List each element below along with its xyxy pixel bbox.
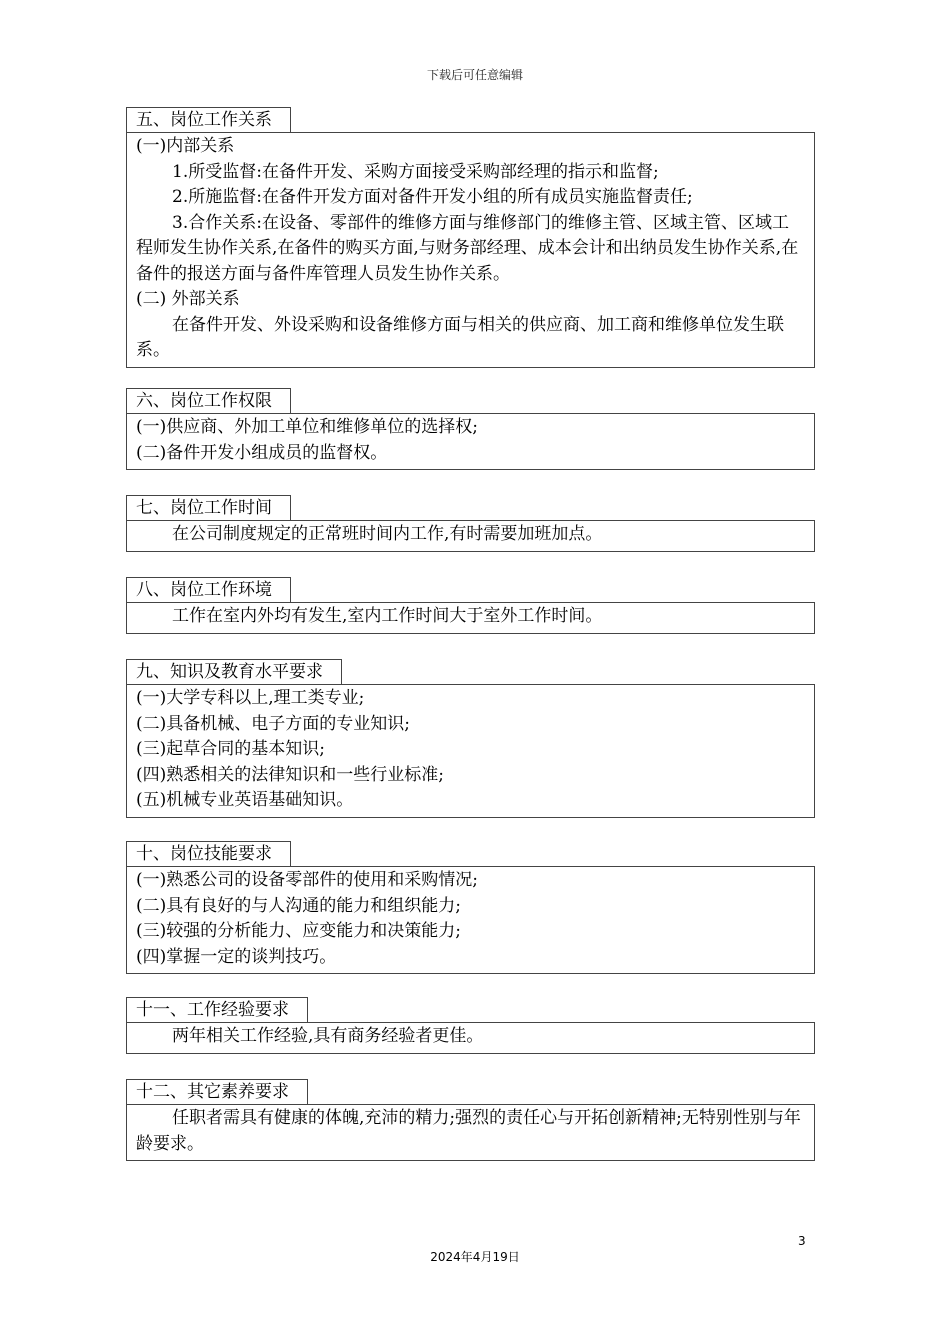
section-body	[126, 602, 815, 634]
section-body	[126, 132, 815, 368]
text-line: (一)大学专科以上,理工类专业;	[136, 688, 365, 708]
text-line: 在备件开发、外设采购和设备维修方面与相关的供应商、加工商和维修单位发生联系。	[136, 314, 784, 360]
footer-date: 2024年4月19日	[430, 1250, 520, 1264]
text-line: (二) 外部关系	[136, 289, 240, 309]
text-line: (三)起草合同的基本知识;	[136, 739, 325, 759]
text-line: (一)熟悉公司的设备零部件的使用和采购情况;	[136, 870, 478, 890]
section-body	[126, 866, 815, 974]
text-line: (一)供应商、外加工单位和维修单位的选择权;	[136, 417, 478, 437]
section-body	[126, 684, 815, 818]
section-title: 八、岗位工作环境	[126, 577, 291, 602]
section-body	[126, 413, 815, 470]
section-experience-requirements	[126, 997, 815, 1054]
text-line: (四)熟悉相关的法律知识和一些行业标准;	[136, 764, 444, 785]
header-note: 下载后可任意编辑	[426, 68, 523, 82]
text-line: (二)具有良好的与人沟通的能力和组织能力;	[136, 895, 461, 916]
section-body	[126, 1022, 815, 1054]
section-title: 十、岗位技能要求	[126, 841, 291, 866]
text-line: (二)具备机械、电子方面的专业知识;	[136, 713, 410, 734]
page-number: 3	[798, 1234, 806, 1248]
text-line: (三)较强的分析能力、应变能力和决策能力;	[136, 921, 461, 941]
section-title: 七、岗位工作时间	[126, 495, 291, 520]
text-line: 工作在室内外均有发生,室内工作时间大于室外工作时间。	[172, 606, 603, 626]
section-title: 十一、工作经验要求	[126, 997, 308, 1022]
section-title: 五、岗位工作关系	[126, 107, 291, 132]
section-body	[126, 520, 815, 552]
text-line: 在公司制度规定的正常班时间内工作,有时需要加班加点。	[172, 524, 603, 544]
text-line: 1.所受监督:在备件开发、采购方面接受采购部经理的指示和监督;	[172, 161, 659, 182]
section-title: 六、岗位工作权限	[126, 388, 291, 413]
section-title: 十二、其它素养要求	[126, 1079, 308, 1104]
text-line: 2.所施监督:在备件开发方面对备件开发小组的所有成员实施监督责任;	[172, 187, 693, 207]
section-title: 九、知识及教育水平要求	[126, 659, 342, 684]
section-work-authority	[126, 388, 815, 470]
section-skill-requirements	[126, 841, 815, 974]
text-line: (一)内部关系	[136, 136, 235, 156]
section-work-relations	[126, 107, 815, 368]
text-line: 两年相关工作经验,具有商务经验者更佳。	[172, 1026, 484, 1046]
text-line: 任职者需具有健康的体魄,充沛的精力;强烈的责任心与开拓创新精神;无特别性别与年龄要求。	[136, 1108, 801, 1154]
text-line: (五)机械专业英语基础知识。	[136, 790, 354, 810]
text-line: 3.合作关系:在设备、零部件的维修方面与维修部门的维修主管、区域主管、区域工程师发生协作关系,在备件的购买方面,与财务部经理、成本会计和出纳员发生协作关系,在备件的报送方面与备件库管理人员发生协作关系。	[136, 212, 799, 284]
section-body	[126, 1104, 815, 1161]
text-line: (二)备件开发小组成员的监督权。	[136, 442, 388, 463]
section-work-environment	[126, 577, 815, 634]
section-work-time	[126, 495, 815, 552]
section-other-qualities	[126, 1079, 815, 1161]
text-line: (四)掌握一定的谈判技巧。	[136, 946, 337, 967]
section-education-requirements	[126, 659, 815, 818]
